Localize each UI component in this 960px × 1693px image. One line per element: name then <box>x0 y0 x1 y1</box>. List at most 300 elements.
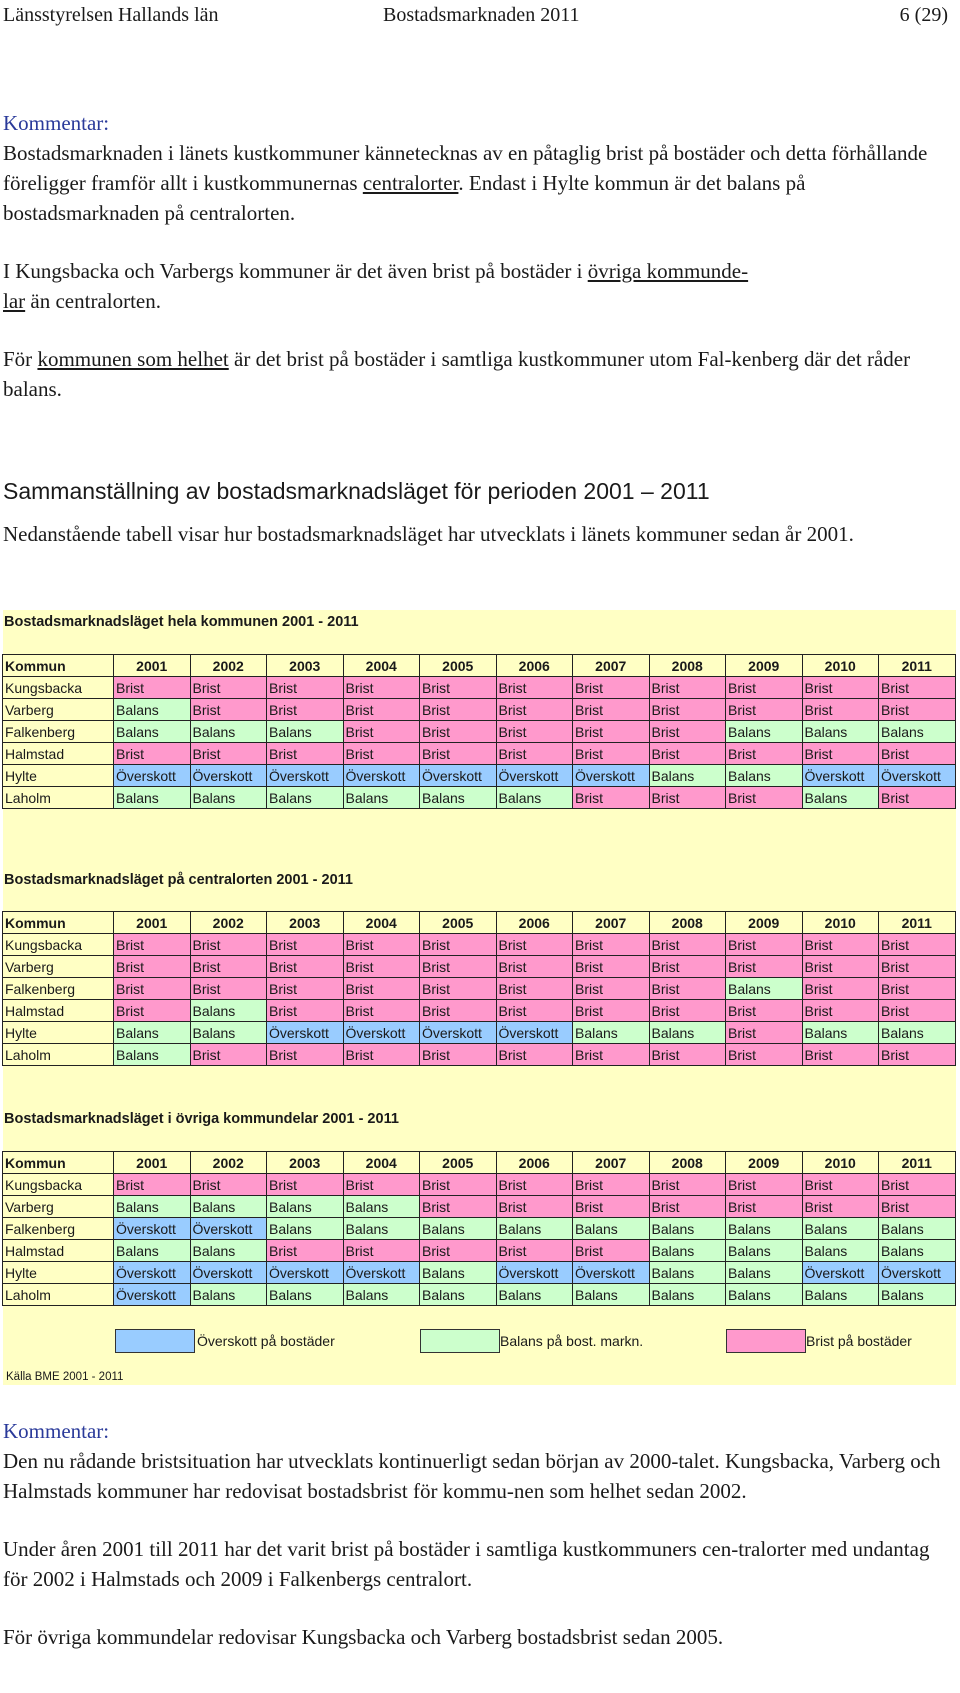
status-cell: Brist <box>649 1000 726 1022</box>
status-cell: Balans <box>267 1218 344 1240</box>
column-header-year: 2009 <box>726 655 803 677</box>
status-cell: Brist <box>343 1044 420 1066</box>
status-cell: Brist <box>114 677 191 699</box>
status-cell: Brist <box>573 1000 650 1022</box>
municipality-name: Laholm <box>3 787 114 809</box>
municipality-name: Hylte <box>3 765 114 787</box>
table-hela-kommunen <box>2 654 956 809</box>
municipality-name: Hylte <box>3 1262 114 1284</box>
status-cell: Brist <box>879 1044 956 1066</box>
status-cell: Brist <box>879 956 956 978</box>
status-cell: Balans <box>420 1218 497 1240</box>
status-cell: Brist <box>649 721 726 743</box>
status-cell: Brist <box>573 934 650 956</box>
status-cell: Balans <box>190 1284 267 1306</box>
status-cell: Brist <box>190 1044 267 1066</box>
status-cell: Balans <box>802 721 879 743</box>
legend-swatch-brist <box>726 1329 806 1353</box>
status-cell: Brist <box>802 677 879 699</box>
table-row <box>3 1000 956 1022</box>
column-header-year: 2011 <box>879 1152 956 1174</box>
status-cell: Balans <box>802 1284 879 1306</box>
column-header-kommun: Kommun <box>3 655 114 677</box>
status-cell: Brist <box>420 1000 497 1022</box>
table-row <box>3 699 956 721</box>
table-row <box>3 721 956 743</box>
status-cell: Överskott <box>496 765 573 787</box>
status-cell: Brist <box>802 1174 879 1196</box>
status-cell: Överskott <box>802 1262 879 1284</box>
header-organization: Länsstyrelsen Hallands län <box>3 4 219 26</box>
status-cell: Brist <box>343 699 420 721</box>
municipality-name: Halmstad <box>3 743 114 765</box>
status-cell: Balans <box>649 1218 726 1240</box>
column-header-year: 2011 <box>879 912 956 934</box>
status-cell: Balans <box>343 1196 420 1218</box>
status-cell: Brist <box>649 1196 726 1218</box>
status-cell: Brist <box>726 1196 803 1218</box>
status-cell: Balans <box>420 1262 497 1284</box>
column-header-kommun: Kommun <box>3 1152 114 1174</box>
status-cell: Brist <box>267 743 344 765</box>
legend-label-overskott: Överskott på bostäder <box>197 1333 335 1349</box>
column-header-year: 2002 <box>190 912 267 934</box>
status-cell: Brist <box>267 1240 344 1262</box>
municipality-name: Varberg <box>3 956 114 978</box>
status-cell: Balans <box>879 721 956 743</box>
status-cell: Brist <box>496 978 573 1000</box>
status-cell: Brist <box>726 1174 803 1196</box>
status-cell: Överskott <box>420 1022 497 1044</box>
status-cell: Brist <box>496 1240 573 1262</box>
status-cell: Brist <box>343 677 420 699</box>
status-cell: Balans <box>802 787 879 809</box>
status-cell: Överskott <box>190 765 267 787</box>
table-header-row <box>3 912 956 934</box>
table-row <box>3 1022 956 1044</box>
status-cell: Överskott <box>190 1262 267 1284</box>
status-cell: Brist <box>802 1196 879 1218</box>
legend-swatch-overskott <box>115 1329 195 1353</box>
status-cell: Överskott <box>114 1284 191 1306</box>
status-cell: Brist <box>802 1044 879 1066</box>
status-cell: Brist <box>726 743 803 765</box>
status-cell: Brist <box>573 743 650 765</box>
column-header-year: 2005 <box>420 655 497 677</box>
municipality-name: Laholm <box>3 1284 114 1306</box>
status-cell: Brist <box>420 721 497 743</box>
status-cell: Brist <box>573 721 650 743</box>
column-header-year: 2005 <box>420 1152 497 1174</box>
status-cell: Balans <box>802 1240 879 1262</box>
status-cell: Brist <box>649 677 726 699</box>
status-cell: Brist <box>879 1174 956 1196</box>
status-cell: Balans <box>114 721 191 743</box>
status-cell: Överskott <box>573 1262 650 1284</box>
table-row <box>3 765 956 787</box>
status-cell: Brist <box>496 1174 573 1196</box>
header-page-number: 6 (29) <box>899 4 948 26</box>
status-cell: Brist <box>573 1044 650 1066</box>
table-row <box>3 1218 956 1240</box>
comment-section-2 <box>3 1416 948 1652</box>
column-header-year: 2008 <box>649 655 726 677</box>
page-header <box>3 4 948 30</box>
table-centralorten <box>2 911 956 1066</box>
status-cell: Brist <box>267 934 344 956</box>
column-header-year: 2002 <box>190 655 267 677</box>
status-cell: Balans <box>114 699 191 721</box>
status-cell: Brist <box>114 743 191 765</box>
status-cell: Brist <box>879 934 956 956</box>
status-cell: Brist <box>114 1000 191 1022</box>
status-cell: Brist <box>879 1000 956 1022</box>
status-cell: Brist <box>114 978 191 1000</box>
status-cell: Överskott <box>190 1218 267 1240</box>
column-header-year: 2009 <box>726 1152 803 1174</box>
status-cell: Brist <box>420 934 497 956</box>
status-cell: Brist <box>190 934 267 956</box>
status-cell: Brist <box>726 934 803 956</box>
comment-paragraph-2: I Kungsbacka och Varbergs kommuner är det även brist på bostäder i övriga kommunde- lar än centralorten. <box>3 259 749 313</box>
status-cell: Balans <box>649 1262 726 1284</box>
municipality-name: Falkenberg <box>3 1218 114 1240</box>
status-cell: Balans <box>649 1022 726 1044</box>
column-header-year: 2002 <box>190 1152 267 1174</box>
status-cell: Brist <box>649 1174 726 1196</box>
status-cell: Överskott <box>802 765 879 787</box>
status-cell: Överskott <box>114 1262 191 1284</box>
source-note: Källa BME 2001 - 2011 <box>6 1371 124 1383</box>
status-cell: Brist <box>573 677 650 699</box>
status-cell: Balans <box>190 1240 267 1262</box>
status-cell: Överskott <box>267 1022 344 1044</box>
status-cell: Brist <box>420 1044 497 1066</box>
municipality-name: Kungsbacka <box>3 1174 114 1196</box>
status-cell: Brist <box>420 743 497 765</box>
status-cell: Balans <box>190 1000 267 1022</box>
comment-paragraph-3: För kommunen som helhet är det brist på bostäder i samtliga kustkommuner utom Fal-kenberg där det råder balans. <box>3 347 911 401</box>
status-cell: Brist <box>114 934 191 956</box>
municipality-name: Laholm <box>3 1044 114 1066</box>
status-cell: Balans <box>726 1218 803 1240</box>
status-cell: Brist <box>343 743 420 765</box>
status-cell: Balans <box>420 1284 497 1306</box>
municipality-name: Varberg <box>3 699 114 721</box>
status-cell: Brist <box>649 787 726 809</box>
table-title-centralorten: Bostadsmarknadsläget på centralorten 2001 - 2011 <box>4 872 353 888</box>
column-header-year: 2006 <box>496 912 573 934</box>
status-cell: Brist <box>573 1196 650 1218</box>
status-cell: Balans <box>649 1284 726 1306</box>
column-header-year: 2004 <box>343 655 420 677</box>
status-cell: Överskott <box>343 765 420 787</box>
table-title-hela-kommunen: Bostadsmarknadsläget hela kommunen 2001 - 2011 <box>4 614 359 630</box>
legend-label-brist: Brist på bostäder <box>806 1333 912 1349</box>
status-cell: Balans <box>267 1284 344 1306</box>
status-cell: Balans <box>190 721 267 743</box>
status-cell: Balans <box>726 1284 803 1306</box>
status-cell: Överskott <box>114 1218 191 1240</box>
status-cell: Balans <box>496 787 573 809</box>
table-title-ovriga-kommundelar: Bostadsmarknadsläget i övriga kommundelar 2001 - 2011 <box>4 1111 399 1127</box>
table-row <box>3 677 956 699</box>
table-row <box>3 1196 956 1218</box>
status-cell: Brist <box>190 677 267 699</box>
column-header-year: 2006 <box>496 655 573 677</box>
status-cell: Balans <box>879 1022 956 1044</box>
status-cell: Brist <box>573 1174 650 1196</box>
status-cell: Balans <box>573 1218 650 1240</box>
status-cell: Brist <box>267 677 344 699</box>
section-title: Sammanställning av bostadsmarknadsläget för perioden 2001 – 2011 <box>3 478 710 504</box>
status-cell: Balans <box>114 1196 191 1218</box>
column-header-year: 2004 <box>343 1152 420 1174</box>
table-row <box>3 1262 956 1284</box>
status-cell: Balans <box>802 1022 879 1044</box>
status-cell: Brist <box>879 743 956 765</box>
status-cell: Brist <box>420 1196 497 1218</box>
status-cell: Brist <box>802 956 879 978</box>
status-cell: Brist <box>267 956 344 978</box>
status-cell: Brist <box>343 1174 420 1196</box>
status-cell: Brist <box>879 677 956 699</box>
table-header-row <box>3 1152 956 1174</box>
status-cell: Brist <box>649 934 726 956</box>
status-cell: Brist <box>496 1196 573 1218</box>
column-header-year: 2010 <box>802 912 879 934</box>
status-cell: Överskott <box>267 1262 344 1284</box>
table-row <box>3 787 956 809</box>
status-cell: Balans <box>726 978 803 1000</box>
column-header-year: 2001 <box>114 655 191 677</box>
status-cell: Brist <box>879 699 956 721</box>
status-cell: Balans <box>114 787 191 809</box>
status-cell: Balans <box>343 1284 420 1306</box>
status-cell: Brist <box>726 956 803 978</box>
status-cell: Brist <box>879 787 956 809</box>
column-header-year: 2004 <box>343 912 420 934</box>
status-cell: Balans <box>190 1022 267 1044</box>
municipality-name: Falkenberg <box>3 978 114 1000</box>
comment2-paragraph-2: Under åren 2001 till 2011 har det varit brist på bostäder i samtliga kustkommuners cen-tralorter med undantag för 2002 i Halmstads och 2009 i Falkenbergs centralort. <box>3 1537 930 1591</box>
status-cell: Brist <box>802 978 879 1000</box>
status-cell: Balans <box>726 1262 803 1284</box>
status-cell: Balans <box>649 1240 726 1262</box>
column-header-year: 2011 <box>879 655 956 677</box>
municipality-name: Falkenberg <box>3 721 114 743</box>
column-header-year: 2003 <box>267 912 344 934</box>
status-cell: Brist <box>190 699 267 721</box>
status-cell: Balans <box>267 1196 344 1218</box>
column-header-year: 2007 <box>573 1152 650 1174</box>
status-cell: Brist <box>879 1196 956 1218</box>
status-cell: Brist <box>573 787 650 809</box>
status-cell: Brist <box>649 743 726 765</box>
status-cell: Brist <box>267 978 344 1000</box>
status-cell: Brist <box>726 1022 803 1044</box>
status-cell: Överskott <box>496 1022 573 1044</box>
status-cell: Balans <box>879 1284 956 1306</box>
status-cell: Balans <box>114 1240 191 1262</box>
status-cell: Brist <box>420 978 497 1000</box>
status-cell: Överskott <box>114 765 191 787</box>
status-cell: Brist <box>420 1174 497 1196</box>
section-intro: Nedanstående tabell visar hur bostadsmarknadsläget har utvecklats i länets kommuner sedan år 2001. <box>3 522 854 546</box>
status-cell: Balans <box>190 787 267 809</box>
status-cell: Balans <box>726 1240 803 1262</box>
status-cell: Brist <box>573 1240 650 1262</box>
status-cell: Brist <box>649 1044 726 1066</box>
status-cell: Brist <box>496 743 573 765</box>
status-cell: Brist <box>802 934 879 956</box>
status-cell: Balans <box>420 787 497 809</box>
status-cell: Överskott <box>496 1262 573 1284</box>
status-cell: Brist <box>190 743 267 765</box>
column-header-year: 2001 <box>114 1152 191 1174</box>
status-cell: Brist <box>879 978 956 1000</box>
status-cell: Brist <box>573 978 650 1000</box>
table-row <box>3 743 956 765</box>
status-cell: Brist <box>190 956 267 978</box>
status-cell: Brist <box>802 1000 879 1022</box>
column-header-year: 2006 <box>496 1152 573 1174</box>
status-cell: Balans <box>573 1284 650 1306</box>
status-cell: Brist <box>114 1174 191 1196</box>
table-ovriga-kommundelar <box>2 1151 956 1306</box>
table-row <box>3 1174 956 1196</box>
comment-section-1 <box>3 108 948 404</box>
municipality-name: Kungsbacka <box>3 677 114 699</box>
table-row <box>3 1284 956 1306</box>
column-header-year: 2003 <box>267 655 344 677</box>
status-cell: Brist <box>496 1044 573 1066</box>
municipality-name: Halmstad <box>3 1240 114 1262</box>
status-cell: Balans <box>879 1240 956 1262</box>
status-cell: Brist <box>420 677 497 699</box>
column-header-year: 2010 <box>802 1152 879 1174</box>
column-header-year: 2005 <box>420 912 497 934</box>
status-cell: Överskott <box>879 1262 956 1284</box>
status-cell: Balans <box>114 1022 191 1044</box>
status-cell: Balans <box>496 1284 573 1306</box>
status-cell: Brist <box>496 934 573 956</box>
table-row <box>3 1044 956 1066</box>
status-cell: Brist <box>649 978 726 1000</box>
comment2-paragraph-3: För övriga kommundelar redovisar Kungsbacka och Varberg bostadsbrist sedan 2005. <box>3 1625 724 1649</box>
status-cell: Brist <box>267 699 344 721</box>
status-cell: Överskott <box>267 765 344 787</box>
status-cell: Brist <box>190 978 267 1000</box>
status-cell: Balans <box>726 721 803 743</box>
status-cell: Brist <box>496 1000 573 1022</box>
status-cell: Brist <box>267 1000 344 1022</box>
status-cell: Brist <box>267 1174 344 1196</box>
status-cell: Brist <box>420 956 497 978</box>
comment-paragraph-1: Bostadsmarknaden i länets kustkommuner kännetecknas av en påtaglig brist på bostäder och detta förhållande föreligger framför allt i kustkommunernas centralorter. Endast i Hylte kommun är det balans på bostadsmarknaden på centralorten. <box>3 141 928 225</box>
status-cell: Brist <box>190 1174 267 1196</box>
status-cell: Balans <box>190 1196 267 1218</box>
status-cell: Brist <box>343 956 420 978</box>
comment-heading-2: Kommentar: <box>3 1419 110 1443</box>
municipality-name: Hylte <box>3 1022 114 1044</box>
status-cell: Brist <box>343 1240 420 1262</box>
status-cell: Brist <box>343 978 420 1000</box>
status-cell: Brist <box>573 956 650 978</box>
status-cell: Överskott <box>879 765 956 787</box>
status-cell: Balans <box>343 787 420 809</box>
status-cell: Brist <box>267 1044 344 1066</box>
status-cell: Överskott <box>573 765 650 787</box>
status-cell: Brist <box>726 1044 803 1066</box>
table-header-row <box>3 655 956 677</box>
table-row <box>3 956 956 978</box>
column-header-kommun: Kommun <box>3 912 114 934</box>
table-row <box>3 934 956 956</box>
status-cell: Brist <box>343 934 420 956</box>
status-cell: Balans <box>879 1218 956 1240</box>
status-cell: Brist <box>343 1000 420 1022</box>
status-cell: Överskott <box>343 1262 420 1284</box>
column-header-year: 2003 <box>267 1152 344 1174</box>
legend-label-balans: Balans på bost. markn. <box>500 1333 644 1349</box>
status-cell: Balans <box>114 1044 191 1066</box>
column-header-year: 2009 <box>726 912 803 934</box>
comment-heading: Kommentar: <box>3 111 110 135</box>
status-cell: Brist <box>496 956 573 978</box>
status-cell: Brist <box>496 699 573 721</box>
header-document-title: Bostadsmarknaden 2011 <box>383 4 580 26</box>
table-row <box>3 1240 956 1262</box>
status-cell: Brist <box>420 1240 497 1262</box>
status-cell: Balans <box>496 1218 573 1240</box>
municipality-name: Halmstad <box>3 1000 114 1022</box>
status-cell: Brist <box>726 1000 803 1022</box>
status-cell: Brist <box>114 956 191 978</box>
legend-swatch-balans <box>420 1329 500 1353</box>
status-cell: Brist <box>802 743 879 765</box>
status-cell: Överskott <box>420 765 497 787</box>
status-cell: Brist <box>802 699 879 721</box>
column-header-year: 2007 <box>573 912 650 934</box>
column-header-year: 2010 <box>802 655 879 677</box>
status-cell: Balans <box>726 765 803 787</box>
municipality-name: Kungsbacka <box>3 934 114 956</box>
status-cell: Brist <box>420 699 497 721</box>
status-cell: Brist <box>496 677 573 699</box>
status-cell: Brist <box>343 721 420 743</box>
status-cell: Balans <box>343 1218 420 1240</box>
comment2-paragraph-1: Den nu rådande bristsituation har utvecklats kontinuerligt sedan början av 2000-talet. Kungsbacka, Varberg och Halmstads kommuner har redovisat bostadsbrist för kommu-nen som helhet sedan 2002. <box>3 1449 941 1503</box>
status-cell: Balans <box>267 721 344 743</box>
status-cell: Brist <box>726 677 803 699</box>
status-cell: Balans <box>649 765 726 787</box>
status-cell: Balans <box>267 787 344 809</box>
status-cell: Brist <box>649 956 726 978</box>
link-centralorter: centralorter <box>362 171 459 195</box>
status-cell: Brist <box>649 699 726 721</box>
column-header-year: 2008 <box>649 912 726 934</box>
column-header-year: 2007 <box>573 655 650 677</box>
table-row <box>3 978 956 1000</box>
status-cell: Överskott <box>343 1022 420 1044</box>
status-cell: Balans <box>802 1218 879 1240</box>
status-cell: Balans <box>573 1022 650 1044</box>
column-header-year: 2008 <box>649 1152 726 1174</box>
status-cell: Brist <box>726 699 803 721</box>
status-cell: Brist <box>496 721 573 743</box>
municipality-name: Varberg <box>3 1196 114 1218</box>
